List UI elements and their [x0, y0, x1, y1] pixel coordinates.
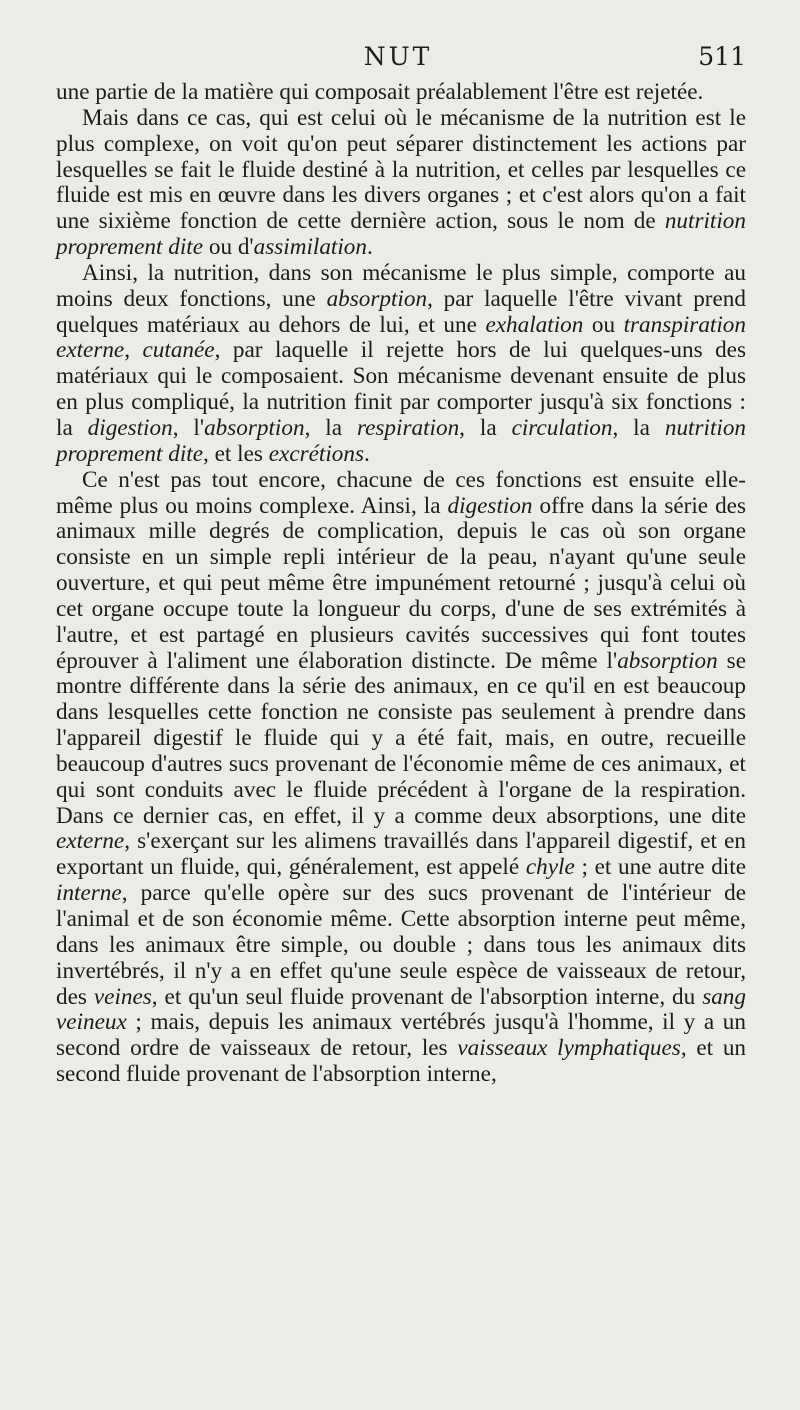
text-run: , et qu'un seul fluide provenant de l'absorption interne, du [151, 983, 703, 1010]
italic-term: assimilation [253, 234, 367, 261]
italic-term: interne [56, 880, 122, 907]
text-run: Mais dans ce cas, qui est celui où le mécanisme de la nutrition est le plus complexe, on voit qu'on peut séparer distinctement les actions par lesquelles se fait le fluide destiné à la nutrition, et celles par lesquelles ce fluide est mis en œuvre dans les divers organes ; et c'est alors qu'on a fait une sixième fonction de cette dernière action, sous le nom de [56, 104, 746, 235]
italic-term: absorption [326, 285, 428, 312]
text-run: ou [583, 311, 624, 338]
text-run: . [364, 440, 370, 467]
italic-term: sang veineux [56, 983, 746, 1036]
running-head: NUT [363, 42, 433, 71]
text-run: , l' [172, 414, 205, 441]
text-run: , et les [203, 440, 269, 467]
page-number: 511 [698, 42, 746, 71]
italic-term: cutanée [142, 337, 215, 364]
italic-term: respiration [356, 414, 460, 441]
text-run: , par laquelle il rejette hors de lui quelques-uns des matériaux qui le composaient. Son mécanisme devenant ensuite de plus en plus compliqué, la nutrition finit par comporter jusqu'à six fonctions : la [56, 337, 746, 441]
text-run: Ainsi, la nutrition, dans son mécanisme le plus simple, comporte au moins deux fonctions, une [56, 259, 746, 312]
text-run: Ce n'est pas tout encore, chacune de ces fonctions est ensuite elle-même plus ou moins complexe. Ainsi, la [56, 466, 746, 519]
italic-term: digestion [447, 492, 533, 519]
text-run: , la [612, 414, 665, 441]
text-run: ou d' [203, 234, 254, 261]
text-run: , [124, 337, 143, 364]
body-text [56, 80, 746, 1088]
paragraph-4 [56, 468, 746, 1088]
text-run: , et un second fluide provenant de l'absorption interne, [56, 1035, 747, 1088]
italic-term: chyle [525, 854, 575, 881]
text-run: , s'exerçant sur les alimens travaillés dans l'appareil digestif, et en exportant un fluide, qui, généralement, est appelé [56, 828, 746, 881]
text-run: se montre différente dans la série des animaux, en ce qu'il en est beaucoup dans lesquelles cette fonction ne consiste pas seulement à prendre dans l'appareil digestif le fluide qui y a été fait, mais, en outre, recueille beaucoup d'autres sucs provenant de l'économie même de ces animaux, et qui sont conduits avec le fluide précédent à l'organe de la respiration. Dans ce dernier cas, en effet, il y a comme deux absorptions, une dite [56, 647, 746, 829]
italic-term: circulation [511, 414, 613, 441]
text-run: ; mais, depuis les animaux vertébrés jusqu'à l'homme, il y a un second ordre de vaisseaux de retour, les [56, 1009, 746, 1062]
text-run: , la [459, 414, 512, 441]
text-run: , la [304, 414, 357, 441]
text-run: ; et une autre dite [574, 854, 746, 881]
text-run: , par laquelle l'être vivant prend quelques matériaux au dehors de lui, et une [56, 285, 746, 338]
italic-term: veines [93, 983, 152, 1010]
text-run: , parce qu'elle opère sur des sucs provenant de l'intérieur de l'animal et de son économie même. Cette absorption interne peut même, dans les animaux être simple, ou double ; dans tous les animaux dits invertébrés, il n'y a en effet qu'une seule espèce de vaisseaux de retour, des [56, 880, 746, 1010]
text-run: une partie de la matière qui composait préalablement l'être est rejetée. [56, 79, 704, 105]
italic-term: exhalation [485, 311, 584, 338]
italic-term: nutrition proprement dite [56, 414, 747, 467]
paragraph-2 [56, 106, 746, 261]
italic-term: excrétions [268, 440, 365, 467]
paragraph-1 [56, 80, 746, 106]
italic-term: vaisseaux lymphatiques [457, 1035, 681, 1062]
italic-term: externe [56, 828, 125, 855]
italic-term: absorption [204, 414, 305, 441]
italic-term: nutrition proprement dite [56, 208, 746, 261]
page-header [56, 42, 746, 82]
paragraph-3 [56, 261, 746, 468]
text-run: . [367, 234, 373, 261]
text-run: offre dans la série des animaux mille degrés de complication, depuis le cas où son organe consiste en un simple repli intérieur de la peau, n'ayant qu'une seule ouverture, et qui peut même être impunément retourné ; jusqu'à celui où cet organe occupe toute la longueur du corps, d'une de ses extrémités à l'autre, et est partagé en plusieurs cavités successives qui font toutes éprouver à l'aliment une élaboration distincte. De même l' [56, 492, 746, 674]
italic-term: absorption [617, 647, 718, 674]
italic-term: transpiration externe [56, 311, 746, 364]
italic-term: digestion [87, 414, 173, 441]
